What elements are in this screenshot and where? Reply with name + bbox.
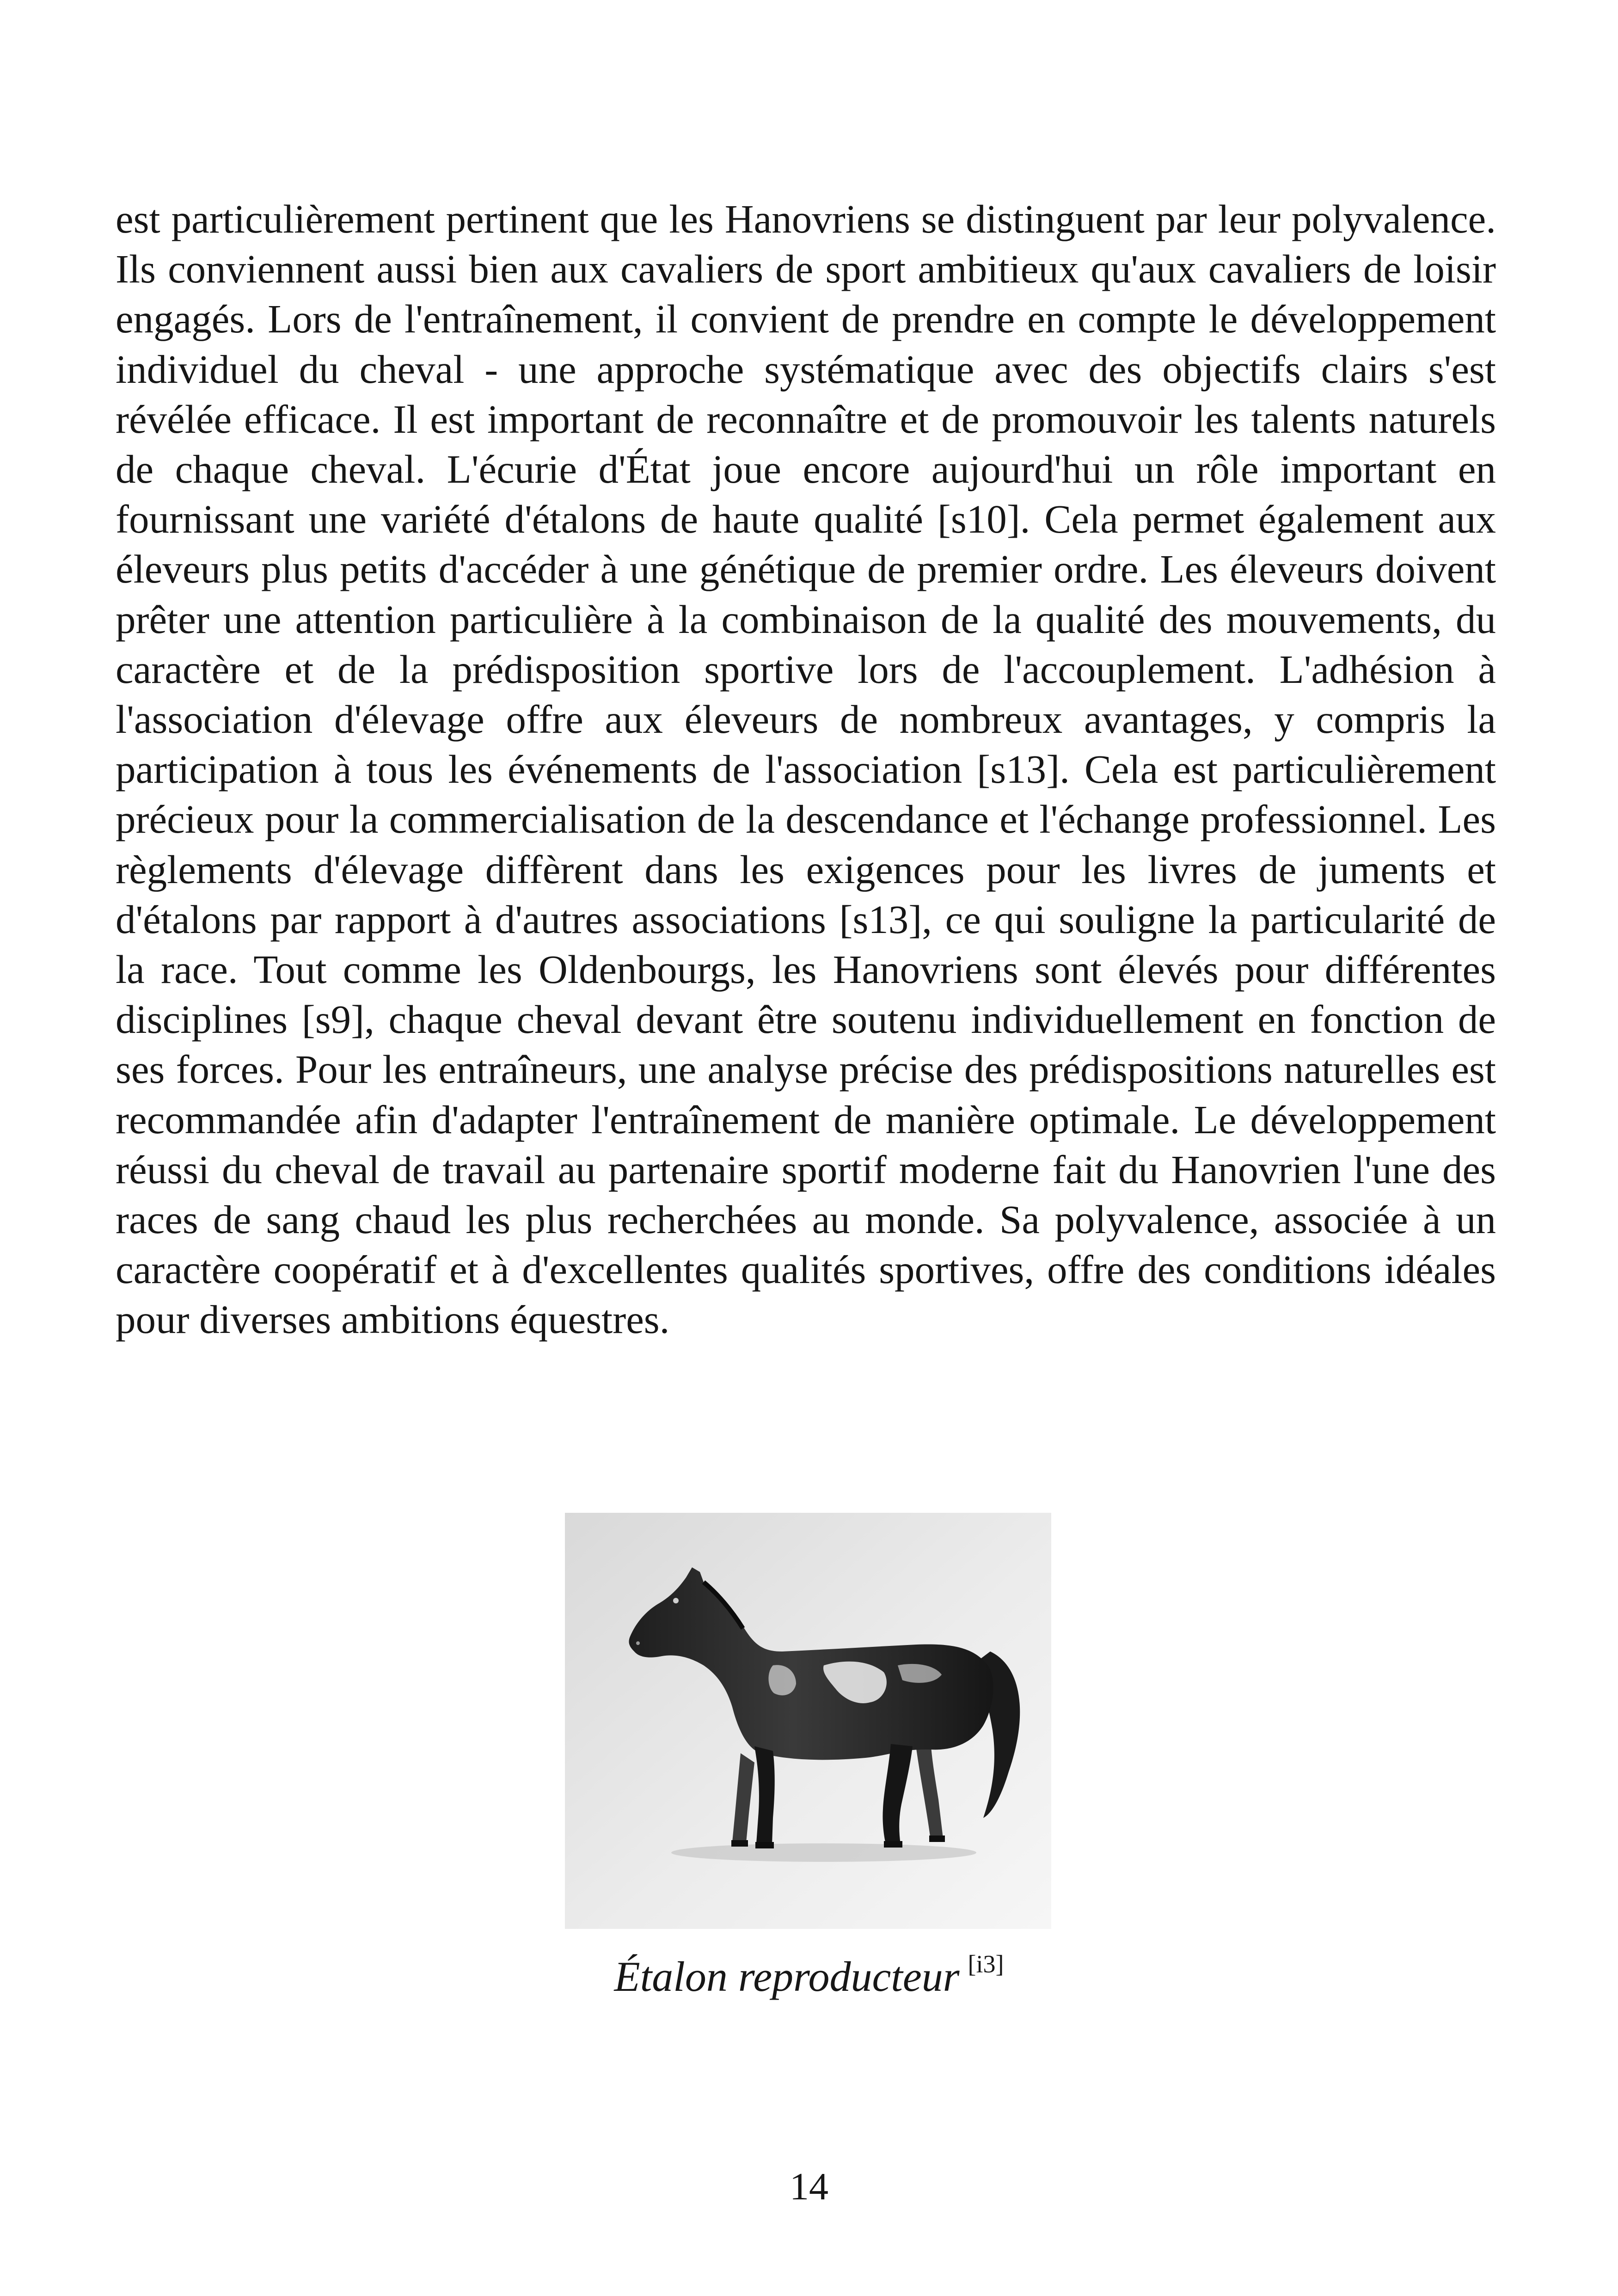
horse-drawing [565,1513,1051,1929]
horse-illustration [565,1513,1051,1929]
body-paragraph: est particulièrement pertinent que les Hanovriens se distinguent par leur polyvalence. Ils conviennent aussi bien aux cavaliers de sport ambitieux qu'aux cavaliers de loisir engagés. Lors de l'entraînement, il convient de prendre en compte le développement individuel du cheval - une approche systématique avec des objectifs clairs s'est révélée efficace. Il est important de reconnaître et de promouvoir les talents naturels de chaque cheval. L'écurie d'État joue encore aujourd'hui un rôle important en fournissant une variété d'étalons de haute qualité [s10]. Cela permet également aux éleveurs plus petits d'accéder à une génétique de premier ordre. Les éleveurs doivent prêter une attention particulière à la combinaison de la qualité des mouvements, du caractère et de la prédisposition sportive lors de l'accouplement. L'adhésion à l'association d'élevage offre aux éleveurs de nombreux avantages, y compris la participation à tous les événements de l'association [s13]. Cela est particulièrement précieux pour la commercialisation de la descendance et l'échange professionnel. Les règlements d'élevage diffèrent dans les exigences pour les livres de juments et d'étalons par rapport à d'autres associations [s13], ce qui souligne la particularité de la race. Tout comme les Oldenbourgs, les Hanovriens sont élevés pour différentes disciplines [s9], chaque cheval devant être soutenu individuellement en fonction de ses forces. Pour les entraîneurs, une analyse précise des prédispositions naturelles est recommandée afin d'adapter l'entraînement de manière optimale. Le développement réussi du cheval de travail au partenaire sportif moderne fait du Hanovrien l'une des races de sang chaud les plus recherchées au monde. Sa polyvalence, associée à un caractère coopératif et à d'excellentes qualités sportives, offre des conditions idéales pour diverses ambitions équestres. [116,196,1496,1342]
caption-citation: [i3] [968,1950,1004,1978]
page-number: 14 [790,2165,828,2208]
figure-caption [462,1949,1156,2010]
caption-text: Étalon reproducteur [614,1953,960,2000]
